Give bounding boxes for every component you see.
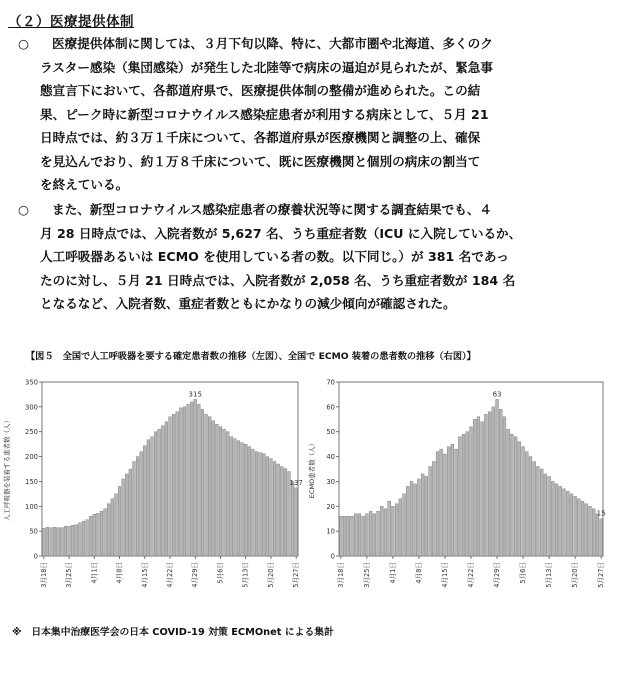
bar: [522, 447, 525, 556]
bar: [183, 407, 186, 556]
x-tick-label: 5月6日: [216, 562, 225, 584]
y-tick-label: 50: [29, 527, 38, 536]
bar: [470, 427, 473, 556]
bar: [172, 414, 175, 556]
bar: [507, 429, 510, 556]
bar: [68, 526, 71, 556]
bar: [421, 474, 424, 556]
data-label: 63: [492, 390, 502, 399]
bar: [347, 516, 350, 556]
bar: [570, 494, 573, 556]
x-tick-label: 5月27日: [292, 562, 301, 588]
bar: [481, 422, 484, 556]
bar: [406, 486, 409, 556]
bar: [600, 519, 603, 556]
bar: [291, 481, 294, 556]
y-tick-label: 30: [326, 477, 335, 486]
bar: [241, 443, 244, 556]
bar: [93, 514, 96, 556]
x-tick-label: 5月13日: [545, 562, 554, 588]
bar: [477, 417, 480, 556]
bar: [212, 421, 215, 556]
bar: [280, 467, 283, 556]
bar: [503, 417, 506, 556]
y-tick-label: 10: [326, 527, 335, 536]
paragraph-line: 月 28 日時点では、入院者数が 5,627 名、うち重症者数（ICU に入院しているか、: [40, 225, 522, 241]
bar: [71, 525, 74, 556]
bar: [122, 479, 125, 556]
paragraph-medical-system: [12, 32, 602, 197]
bar: [82, 521, 85, 556]
paragraph-survey-results: [12, 198, 602, 316]
bar: [395, 504, 398, 556]
bar: [201, 409, 204, 556]
y-tick-label: 40: [326, 453, 335, 462]
bar: [596, 514, 599, 556]
bar: [111, 499, 114, 556]
bar: [89, 516, 92, 556]
data-label: 315: [188, 390, 202, 399]
bar: [339, 516, 342, 556]
y-tick-label: 0: [330, 552, 335, 561]
bar: [555, 484, 558, 556]
bar: [215, 424, 218, 556]
bar: [548, 476, 551, 556]
bar: [574, 496, 577, 556]
x-tick-label: 5月13日: [241, 562, 250, 588]
bar: [384, 509, 387, 556]
bar: [143, 446, 146, 556]
section-heading: （２）医療提供体制: [8, 14, 134, 30]
figure-caption: 【図５ 全国で人工呼吸器を要する確定患者数の推移（左図）、全国で ECMO 装着の患者数の推移（右図）】: [26, 351, 476, 362]
bar: [248, 447, 251, 556]
bar: [165, 422, 168, 556]
bar: [484, 414, 487, 556]
bar: [496, 399, 499, 556]
bar: [133, 462, 136, 556]
x-tick-label: 4月29日: [493, 562, 502, 588]
bar: [151, 437, 154, 556]
bar: [410, 481, 413, 556]
paragraph-line: また、新型コロナウイルス感染症患者の療養状況等に関する調査結果でも、４: [52, 202, 493, 217]
bar: [388, 501, 391, 556]
bar: [551, 481, 554, 556]
bar: [377, 511, 380, 556]
paragraph-line: 果、ピーク時に新型コロナウイルス感染症患者が利用する病床として、５月 21: [40, 106, 489, 122]
bar: [136, 457, 139, 556]
paragraph-line: を見込んでおり、約１万８千床について、既に医療機関と個別の病床の割当て: [40, 153, 481, 169]
y-tick-label: 100: [25, 502, 38, 511]
bar: [154, 432, 157, 556]
x-tick-label: 3月18日: [39, 562, 48, 588]
bar: [533, 462, 536, 556]
y-tick-label: 20: [326, 502, 335, 511]
bar: [237, 441, 240, 556]
x-tick-label: 5月6日: [519, 562, 528, 584]
bar: [270, 459, 273, 556]
bar: [219, 427, 222, 556]
paragraph-line: 日時点では、約３万１千床について、各都道府県が医療機関と調整の上、確保: [40, 130, 481, 145]
bar: [518, 442, 521, 556]
bar: [447, 447, 450, 556]
bar: [566, 491, 569, 556]
bullet-mark: ○: [18, 202, 29, 217]
bar: [514, 437, 517, 556]
bar: [75, 525, 78, 556]
bar: [194, 399, 197, 556]
paragraph-line: ラスター感染（集団感染）が発生した北陸等で病床の逼迫が見られたが、緊急事: [40, 59, 493, 75]
bar: [488, 412, 491, 556]
bar: [147, 440, 150, 556]
bar: [536, 467, 539, 556]
bar: [190, 402, 193, 556]
bar: [559, 486, 562, 556]
bar: [473, 419, 476, 556]
bar: [78, 523, 81, 556]
bar: [205, 414, 208, 556]
y-tick-label: 200: [25, 453, 38, 462]
y-tick-label: 60: [326, 403, 335, 412]
bar: [255, 452, 258, 556]
bar: [391, 506, 394, 556]
bar: [197, 404, 200, 556]
bar: [230, 437, 233, 556]
bar: [589, 506, 592, 556]
bar: [380, 506, 383, 556]
paragraph-line: たのに対し、５月 21 日時点では、入院者数が 2,058 名、うち重症者数が 184 名: [40, 272, 516, 288]
bar: [115, 494, 118, 556]
bar: [585, 504, 588, 556]
y-axis-label: 人工呼吸器を装着する患者数（人）: [3, 417, 11, 521]
paragraph-line: 態宣言下において、各都道府県で、医療提供体制の整備が進められた。この結: [40, 83, 481, 98]
data-label: 15: [596, 509, 606, 518]
bar: [417, 479, 420, 556]
x-tick-label: 4月15日: [140, 562, 149, 588]
bar: [284, 469, 287, 556]
bar: [104, 509, 107, 556]
bar: [53, 527, 56, 556]
bar: [466, 432, 469, 556]
bar: [403, 494, 406, 556]
x-tick-label: 3月18日: [336, 562, 345, 588]
ecmo-chart: [305, 370, 610, 608]
bar: [129, 469, 132, 556]
bar: [414, 484, 417, 556]
bar: [266, 457, 269, 556]
bar: [187, 404, 190, 556]
bar: [462, 434, 465, 556]
bar: [429, 467, 432, 556]
y-tick-label: 150: [25, 477, 38, 486]
bar: [455, 449, 458, 556]
paragraph-line: 人工呼吸器あるいは ECMO を使用している者の数。以下同じ。）が 381 名であっ: [40, 249, 509, 264]
bar: [295, 488, 298, 556]
x-tick-label: 4月1日: [388, 562, 397, 584]
bar: [233, 439, 236, 556]
bar: [118, 486, 121, 556]
bar: [259, 453, 262, 556]
bar: [125, 474, 128, 556]
bar: [208, 417, 211, 556]
x-tick-label: 3月25日: [362, 562, 371, 588]
y-tick-label: 350: [25, 378, 38, 387]
bar: [425, 476, 428, 556]
bar: [529, 457, 532, 556]
bullet-mark: ○: [18, 36, 29, 51]
bar: [244, 444, 247, 556]
paragraph-line: となるなど、入院者数、重症者数ともにかなりの減少傾向が確認された。: [40, 296, 456, 311]
x-tick-label: 3月25日: [65, 562, 74, 588]
bar: [100, 511, 103, 556]
bar: [451, 444, 454, 556]
bar: [432, 462, 435, 556]
bar: [96, 513, 99, 556]
bar: [577, 499, 580, 556]
bar: [140, 452, 143, 556]
bar: [343, 516, 346, 556]
y-axis-label: ECMO患者数（人）: [308, 439, 316, 499]
bar: [458, 437, 461, 556]
bar: [57, 528, 60, 556]
x-tick-label: 5月20日: [266, 562, 275, 588]
bar: [273, 462, 276, 556]
bar: [440, 449, 443, 556]
bar: [373, 514, 376, 556]
footnote: ※ 日本集中治療医学会の日本 COVID-19 対策 ECMOnet による集計: [12, 627, 334, 638]
bar: [581, 501, 584, 556]
x-tick-label: 4月29日: [191, 562, 200, 588]
y-tick-label: 300: [25, 403, 38, 412]
bar: [358, 514, 361, 556]
y-tick-label: 50: [326, 428, 335, 437]
x-tick-label: 4月8日: [115, 562, 124, 584]
bar: [60, 528, 63, 556]
bar: [277, 464, 280, 556]
bar: [107, 504, 110, 556]
bar: [540, 469, 543, 556]
x-tick-label: 4月15日: [440, 562, 449, 588]
bar: [252, 449, 255, 556]
bar: [362, 516, 365, 556]
bar: [351, 516, 354, 556]
bar: [436, 452, 439, 556]
bar: [444, 454, 447, 556]
bar: [365, 514, 368, 556]
x-tick-label: 5月27日: [597, 562, 606, 588]
bar: [50, 528, 53, 556]
bar: [563, 489, 566, 556]
x-tick-label: 5月20日: [571, 562, 580, 588]
x-tick-label: 4月22日: [467, 562, 475, 588]
y-tick-label: 250: [25, 428, 38, 437]
bar: [42, 528, 45, 556]
bar: [46, 527, 49, 556]
bar: [399, 499, 402, 556]
bar: [169, 417, 172, 556]
bar: [158, 429, 161, 556]
bar: [64, 526, 67, 556]
bar: [86, 520, 89, 556]
bar: [592, 509, 595, 556]
x-tick-label: 4月8日: [414, 562, 423, 584]
paragraph-line: を終えている。: [40, 177, 129, 192]
bar: [176, 412, 179, 556]
y-tick-label: 0: [33, 552, 38, 561]
y-tick-label: 70: [326, 378, 335, 387]
bar: [179, 408, 182, 556]
bar: [223, 429, 226, 556]
bar: [492, 407, 495, 556]
bar: [226, 432, 229, 556]
ventilator-chart: [0, 370, 305, 608]
data-label: 137: [289, 478, 303, 487]
bar: [510, 434, 513, 556]
bar: [499, 409, 502, 556]
x-tick-label: 4月22日: [166, 562, 174, 588]
bar: [544, 474, 547, 556]
bar: [161, 426, 164, 556]
bar: [262, 454, 265, 556]
bar: [369, 511, 372, 556]
x-tick-label: 4月1日: [90, 562, 99, 584]
paragraph-line: 医療提供体制に関しては、３月下旬以降、特に、大都市圏や北海道、多くのク: [52, 36, 493, 51]
bar: [525, 452, 528, 556]
bar: [354, 514, 357, 556]
